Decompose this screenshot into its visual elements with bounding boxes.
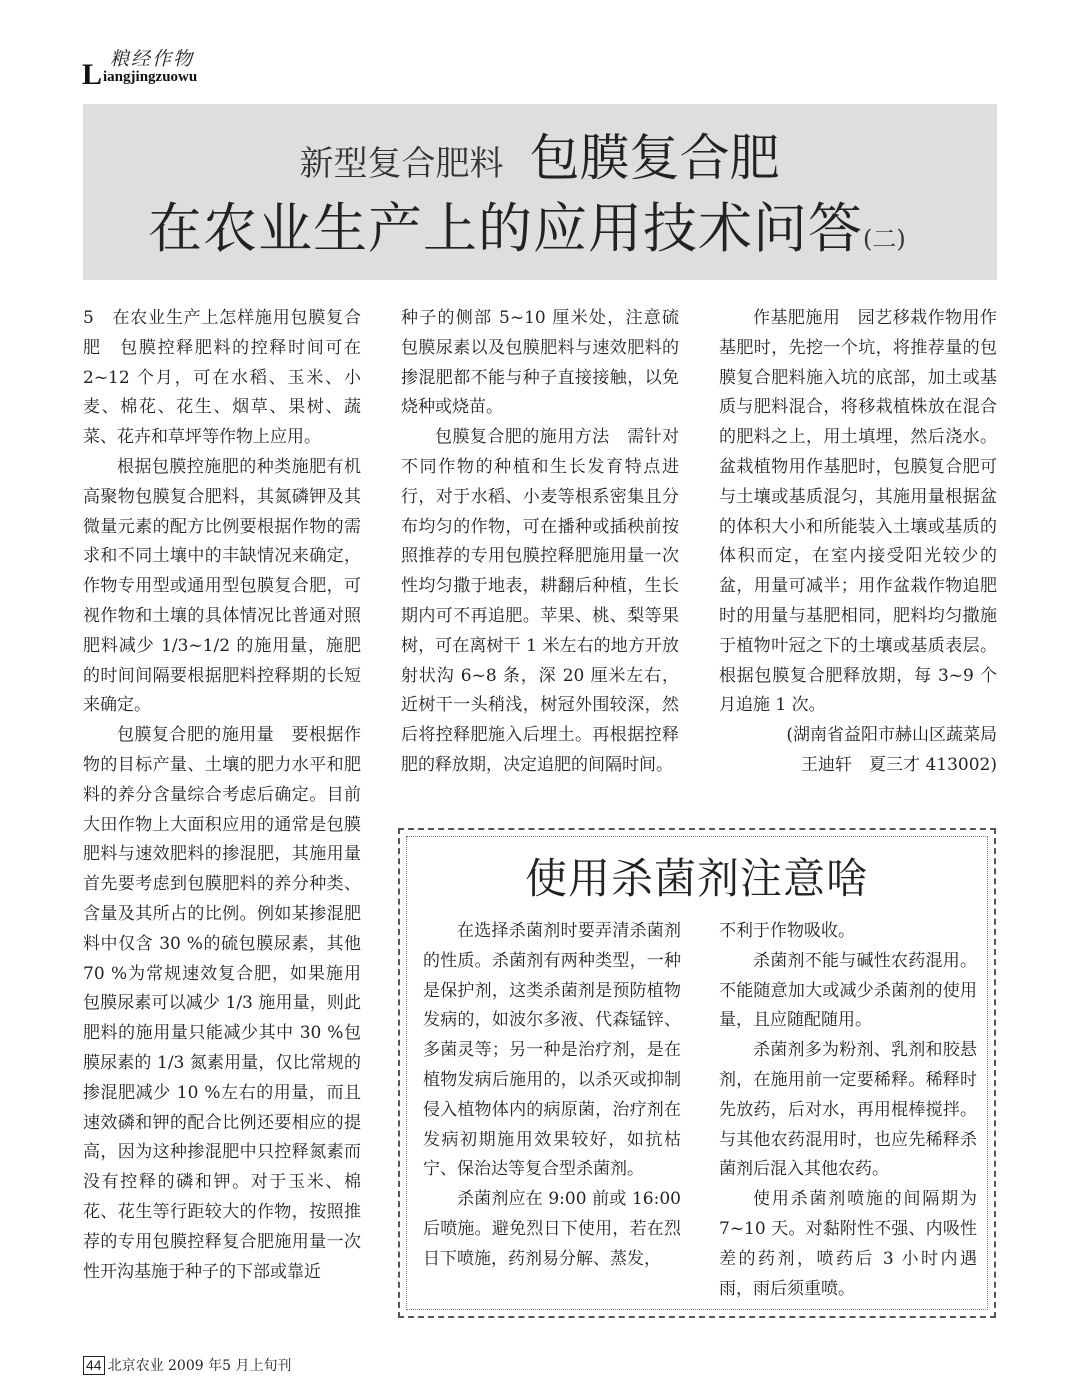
page-number: 44 [83,1356,105,1375]
article-column-3 [719,304,997,781]
sidebar-column-1 [423,917,681,1275]
section-pinyin-rest: iangjingzuowu [103,69,198,85]
paragraph: 杀菌剂应在 9:00 前或 16:00 后喷施。避免烈日下使用，若在烈日下喷施，药剂易分解、蒸发， [423,1189,681,1269]
paragraph: 杀菌剂多为粉剂、乳剂和胶悬剂，在施用前一定要稀释。稀释时先放药，后对水，再用棍棒搅拌。与其他农药混用时，也应先稀释杀菌剂后混入其他农药。 [719,1040,977,1180]
paragraph: 包膜复合肥的施用方法 需针对不同作物的种植和生长发育特点进行，对于水稻、小麦等根系密集且分布均匀的作物，可在播种或插秧前按照推荐的专用包膜控释肥施用量一次性均匀撒于地表，耕翻后种植，生长期内可不再追肥。苹果、桃、梨等果树，可在离树干 1 米左右的地方开放射状沟 6~8 条，深 20 厘米左右，近树干一头稍浅，树冠外围较深，然后将控释肥施入后埋土。再根据控释肥的释放期，决定追肥的间隔时间。 [401,427,679,775]
sidebar-title: 使用杀菌剂注意啥 [524,854,869,903]
author-affiliation: (湖南省益阳市赫山区蔬菜局 [786,725,997,746]
article-title-line2 [148,186,906,263]
sidebar-column-2 [719,917,977,1304]
paragraph: 杀菌剂不能与碱性农药混用。不能随意加大或减少杀菌剂的使用量，且应随配随用。 [719,950,977,1031]
page-footer [83,1355,291,1375]
paragraph: 包膜复合肥的施用量 要根据作物的目标产量、土壤的肥力水平和肥料的养分含量综合考虑后确定。目前大田作物上大面积应用的通常是包膜肥料与速效肥料的掺混肥，其施用量首先要考虑到包膜肥料的养分种类、含量及其所占的比例。例如某掺混肥料中仅含 30 %的硫包膜尿素，其他 70 %为常规速效复合肥，如果施用包膜尿素可以减少 1/3 施用量，则此肥料的施用量只能减少其中 30 %包膜尿素的 1/3 氮素用量，仅比常规的掺混肥减少 10 %左右的用量，而且速效磷和钾的配合比例还要相应的提高，因为这种掺混肥中只控释氮素而没有控释的磷和钾。对于玉米、棉花、花生等行距较大的作物，按照推荐的专用包膜控释复合肥施用量一次性开沟基施于种子的下部或靠近 [83,725,361,1282]
article-title-line1 [0,118,1079,190]
paragraph: 作基肥施用 园艺移栽作物用作基肥时，先挖一个坑，将推荐量的包膜复合肥料施入坑的底部，加土或基质与肥料混合，将移栽植株放在混合的肥料之上，用土填埋，然后浇水。盆栽植物用作基肥时，包膜复合肥可与土壤或基质混匀，其施用量根据盆的体积大小和所能装入土壤或基质的体积而定，在室内接受阳光较少的盆，用量可减半；用作盆栽作物追肥时的用量与基肥相同，肥料均匀撒施于植物叶冠之下的土壤或基质表层。根据包膜复合肥释放期，每 3~9 个月追施 1 次。 [719,308,997,716]
title-main: 包膜复合肥 [529,129,780,187]
paragraph: 使用杀菌剂喷施的间隔期为 7~10 天。对黏附性不强、内吸性差的药剂，喷药后 3 小时内遇雨，雨后须重喷。 [719,1189,977,1299]
paragraph: 5 在农业生产上怎样施用包膜复合肥 包膜控释肥料的控释时间可在 2~12 个月，可在水稻、玉米、小麦、棉花、花生、烟草、果树、蔬菜、花卉和草坪等作物上应用。 [83,308,361,448]
article-column-1 [83,304,361,1287]
paragraph: 根据包膜控施肥的种类施肥有机高聚物包膜复合肥料，其氮磷钾及其微量元素的配方比例要根据作物的需求和不同土壤中的丰缺情况来确定，作物专用型或通用型包膜复合肥，可视作物和土壤的具体情况比普通对照肥料减少 1/3~1/2 的施用量，施肥的时间间隔要根据肥料控释期的长短来确定。 [83,456,361,716]
article-column-2 [401,304,679,781]
publication-info: 北京农业 2009 年5 月上旬刊 [107,1358,292,1374]
section-pinyin-initial: L [82,58,103,91]
title-prefix: 新型复合肥料 [299,144,504,184]
paragraph: 种子的侧部 5~10 厘米处，注意硫包膜尿素以及包膜肥料与速效肥料的掺混肥都不能与种子直接接触，以免烧种或烧苗。 [401,308,679,418]
title-line2: 在农业生产上的应用技术问答 [148,197,863,260]
section-name: 粮经作物 [110,48,195,70]
title-part: (二) [863,225,906,253]
paragraph: 在选择杀菌剂时要弄清杀菌剂的性质。杀菌剂有两种类型，一种是保护剂，这类杀菌剂是预防植物发病的，如波尔多液、代森锰锌、多菌灵等；另一种是治疗剂，是在植物发病后施用的，以杀灭或抑制侵入植物体内的病原菌，治疗剂在发病初期施用效果较好，如抗枯宁、保治达等复合型杀菌剂。 [423,921,681,1180]
section-pinyin [82,58,197,92]
author-names: 王迪轩 夏三才 413002) [801,754,997,775]
paragraph: 不利于作物吸收。 [719,921,855,941]
